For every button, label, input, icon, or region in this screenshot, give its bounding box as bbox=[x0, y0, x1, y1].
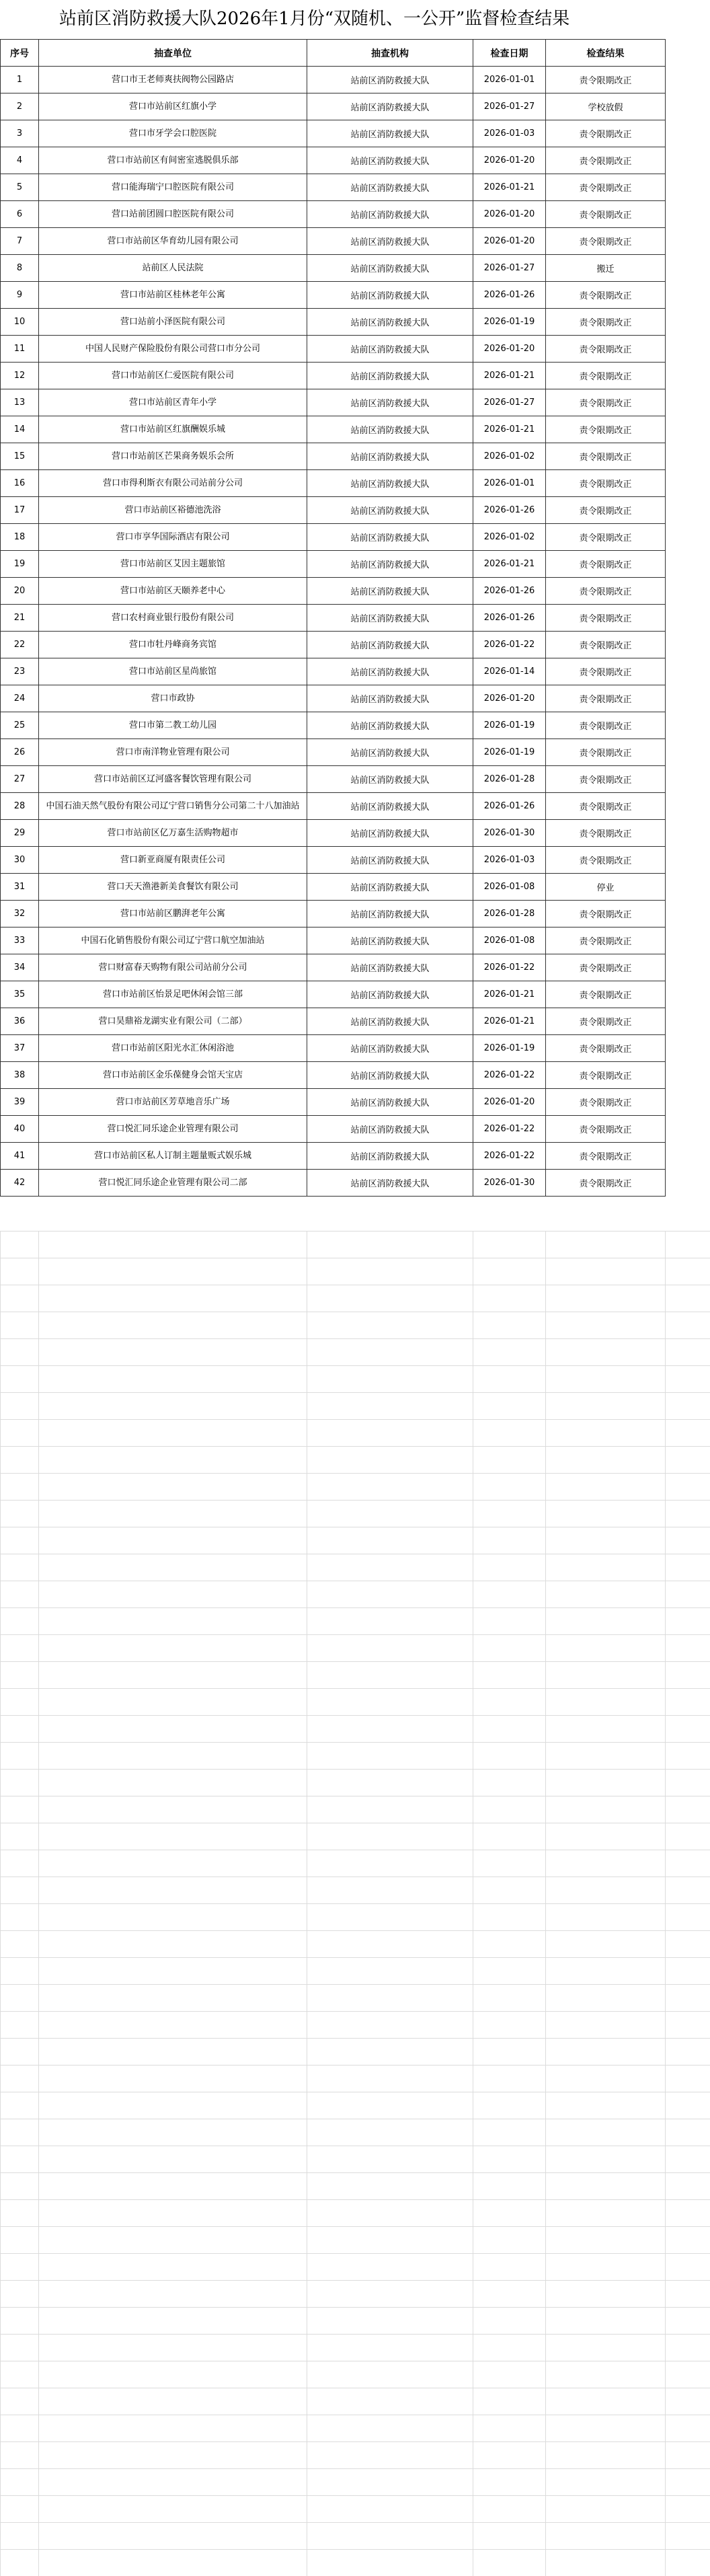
cell-date: 2026-01-26 bbox=[473, 282, 546, 309]
cell-agency: 站前区消防救援大队 bbox=[307, 1170, 473, 1197]
cell-index: 2 bbox=[1, 93, 39, 120]
cell-unit: 中国石化销售股份有限公司辽宁营口航空加油站 bbox=[39, 927, 307, 954]
cell-unit: 营口市站前区鹏湃老年公寓 bbox=[39, 901, 307, 927]
cell-index: 41 bbox=[1, 1143, 39, 1170]
table-row bbox=[1, 1089, 666, 1116]
cell-agency: 站前区消防救援大队 bbox=[307, 389, 473, 416]
cell-date: 2026-01-01 bbox=[473, 470, 546, 497]
table-row bbox=[1, 282, 666, 309]
cell-result: 责令限期改正 bbox=[546, 363, 666, 389]
cell-unit: 营口市牙学会口腔医院 bbox=[39, 120, 307, 147]
cell-agency: 站前区消防救援大队 bbox=[307, 470, 473, 497]
cell-agency: 站前区消防救援大队 bbox=[307, 282, 473, 309]
cell-unit: 营口市站前区仁爱医院有限公司 bbox=[39, 363, 307, 389]
cell-date: 2026-01-20 bbox=[473, 201, 546, 228]
table-row bbox=[1, 1008, 666, 1035]
cell-index: 14 bbox=[1, 416, 39, 443]
cell-agency: 站前区消防救援大队 bbox=[307, 793, 473, 820]
cell-agency: 站前区消防救援大队 bbox=[307, 766, 473, 793]
header-row bbox=[1, 40, 666, 67]
cell-agency: 站前区消防救援大队 bbox=[307, 712, 473, 739]
cell-agency: 站前区消防救援大队 bbox=[307, 551, 473, 578]
table-row bbox=[1, 389, 666, 416]
cell-date: 2026-01-19 bbox=[473, 712, 546, 739]
cell-date: 2026-01-22 bbox=[473, 954, 546, 981]
cell-date: 2026-01-20 bbox=[473, 228, 546, 255]
cell-date: 2026-01-27 bbox=[473, 389, 546, 416]
cell-agency: 站前区消防救援大队 bbox=[307, 443, 473, 470]
header-result: 检查结果 bbox=[546, 40, 666, 67]
cell-unit: 营口市得利斯衣有限公司站前分公司 bbox=[39, 470, 307, 497]
cell-date: 2026-01-19 bbox=[473, 1035, 546, 1062]
header-date: 检查日期 bbox=[473, 40, 546, 67]
cell-index: 9 bbox=[1, 282, 39, 309]
cell-agency: 站前区消防救援大队 bbox=[307, 497, 473, 524]
cell-unit: 营口市站前区裕德池洗浴 bbox=[39, 497, 307, 524]
cell-agency: 站前区消防救援大队 bbox=[307, 228, 473, 255]
cell-index: 32 bbox=[1, 901, 39, 927]
cell-unit: 营口悦汇同乐途企业管理有限公司二部 bbox=[39, 1170, 307, 1197]
cell-date: 2026-01-08 bbox=[473, 874, 546, 901]
table-row bbox=[1, 336, 666, 363]
cell-result: 责令限期改正 bbox=[546, 524, 666, 551]
cell-date: 2026-01-14 bbox=[473, 658, 546, 685]
grid-column-line bbox=[545, 1231, 546, 2576]
cell-date: 2026-01-20 bbox=[473, 147, 546, 174]
table-row bbox=[1, 954, 666, 981]
cell-result: 责令限期改正 bbox=[546, 901, 666, 927]
cell-index: 38 bbox=[1, 1062, 39, 1089]
cell-result: 责令限期改正 bbox=[546, 658, 666, 685]
cell-index: 10 bbox=[1, 309, 39, 336]
cell-unit: 站前区人民法院 bbox=[39, 255, 307, 282]
cell-index: 22 bbox=[1, 632, 39, 658]
cell-result: 责令限期改正 bbox=[546, 120, 666, 147]
table-row bbox=[1, 847, 666, 874]
table-row bbox=[1, 578, 666, 605]
cell-agency: 站前区消防救援大队 bbox=[307, 605, 473, 632]
cell-agency: 站前区消防救援大队 bbox=[307, 685, 473, 712]
cell-unit: 营口市站前区红旗小学 bbox=[39, 93, 307, 120]
cell-result: 责令限期改正 bbox=[546, 282, 666, 309]
cell-date: 2026-01-21 bbox=[473, 416, 546, 443]
cell-date: 2026-01-22 bbox=[473, 1143, 546, 1170]
cell-unit: 营口市王老师爽扶阀物公园路店 bbox=[39, 67, 307, 93]
cell-unit: 营口市站前区私人订制主题量贩式娱乐城 bbox=[39, 1143, 307, 1170]
table-row bbox=[1, 309, 666, 336]
cell-result: 责令限期改正 bbox=[546, 1062, 666, 1089]
table-row bbox=[1, 255, 666, 282]
cell-date: 2026-01-19 bbox=[473, 739, 546, 766]
cell-index: 25 bbox=[1, 712, 39, 739]
cell-date: 2026-01-20 bbox=[473, 336, 546, 363]
cell-agency: 站前区消防救援大队 bbox=[307, 524, 473, 551]
cell-index: 8 bbox=[1, 255, 39, 282]
cell-agency: 站前区消防救援大队 bbox=[307, 1116, 473, 1143]
cell-index: 4 bbox=[1, 147, 39, 174]
cell-agency: 站前区消防救援大队 bbox=[307, 847, 473, 874]
cell-unit: 营口农村商业银行股份有限公司 bbox=[39, 605, 307, 632]
cell-unit: 营口市站前区星尚旅馆 bbox=[39, 658, 307, 685]
table-row bbox=[1, 874, 666, 901]
table-row bbox=[1, 1116, 666, 1143]
cell-agency: 站前区消防救援大队 bbox=[307, 1143, 473, 1170]
table-row bbox=[1, 793, 666, 820]
cell-agency: 站前区消防救援大队 bbox=[307, 1089, 473, 1116]
cell-unit: 营口市站前区华育幼儿园有限公司 bbox=[39, 228, 307, 255]
table-row bbox=[1, 120, 666, 147]
cell-index: 33 bbox=[1, 927, 39, 954]
cell-result: 责令限期改正 bbox=[546, 309, 666, 336]
cell-date: 2026-01-21 bbox=[473, 363, 546, 389]
cell-agency: 站前区消防救援大队 bbox=[307, 632, 473, 658]
table-row bbox=[1, 147, 666, 174]
cell-result: 责令限期改正 bbox=[546, 1008, 666, 1035]
cell-index: 42 bbox=[1, 1170, 39, 1197]
table-row bbox=[1, 658, 666, 685]
cell-index: 15 bbox=[1, 443, 39, 470]
empty-spreadsheet-grid bbox=[0, 1231, 710, 2576]
table-row bbox=[1, 67, 666, 93]
cell-index: 1 bbox=[1, 67, 39, 93]
cell-unit: 营口市牡丹峰商务宾馆 bbox=[39, 632, 307, 658]
cell-result: 责令限期改正 bbox=[546, 201, 666, 228]
cell-result: 责令限期改正 bbox=[546, 981, 666, 1008]
table-row bbox=[1, 1170, 666, 1197]
cell-index: 18 bbox=[1, 524, 39, 551]
cell-agency: 站前区消防救援大队 bbox=[307, 901, 473, 927]
cell-unit: 营口市第二教工幼儿园 bbox=[39, 712, 307, 739]
cell-date: 2026-01-02 bbox=[473, 524, 546, 551]
cell-unit: 营口市政协 bbox=[39, 685, 307, 712]
cell-agency: 站前区消防救援大队 bbox=[307, 201, 473, 228]
table-row bbox=[1, 443, 666, 470]
cell-index: 7 bbox=[1, 228, 39, 255]
cell-index: 12 bbox=[1, 363, 39, 389]
table-body bbox=[1, 67, 666, 1197]
cell-index: 29 bbox=[1, 820, 39, 847]
cell-index: 37 bbox=[1, 1035, 39, 1062]
table-row bbox=[1, 470, 666, 497]
table-row bbox=[1, 712, 666, 739]
cell-result: 搬迁 bbox=[546, 255, 666, 282]
table-row bbox=[1, 551, 666, 578]
grid-column-line bbox=[665, 1231, 666, 2576]
cell-date: 2026-01-22 bbox=[473, 1116, 546, 1143]
cell-unit: 营口财富春天购物有限公司站前分公司 bbox=[39, 954, 307, 981]
cell-result: 责令限期改正 bbox=[546, 685, 666, 712]
table-row bbox=[1, 174, 666, 201]
cell-date: 2026-01-02 bbox=[473, 443, 546, 470]
cell-index: 5 bbox=[1, 174, 39, 201]
cell-agency: 站前区消防救援大队 bbox=[307, 255, 473, 282]
cell-result: 责令限期改正 bbox=[546, 147, 666, 174]
cell-result: 责令限期改正 bbox=[546, 793, 666, 820]
cell-agency: 站前区消防救援大队 bbox=[307, 67, 473, 93]
cell-date: 2026-01-21 bbox=[473, 174, 546, 201]
cell-date: 2026-01-08 bbox=[473, 927, 546, 954]
cell-result: 责令限期改正 bbox=[546, 1170, 666, 1197]
table-row bbox=[1, 1062, 666, 1089]
cell-result: 责令限期改正 bbox=[546, 847, 666, 874]
table-row bbox=[1, 93, 666, 120]
cell-date: 2026-01-22 bbox=[473, 632, 546, 658]
page-title: 站前区消防救援大队2026年1月份“双随机、一公开”监督检查结果 bbox=[59, 9, 570, 29]
cell-result: 责令限期改正 bbox=[546, 336, 666, 363]
cell-result: 责令限期改正 bbox=[546, 605, 666, 632]
cell-result: 责令限期改正 bbox=[546, 551, 666, 578]
cell-unit: 营口市站前区阳光水汇休闲浴池 bbox=[39, 1035, 307, 1062]
table-row bbox=[1, 228, 666, 255]
cell-agency: 站前区消防救援大队 bbox=[307, 954, 473, 981]
cell-index: 6 bbox=[1, 201, 39, 228]
cell-agency: 站前区消防救援大队 bbox=[307, 309, 473, 336]
cell-unit: 营口天天渔港新美食餐饮有限公司 bbox=[39, 874, 307, 901]
cell-result: 责令限期改正 bbox=[546, 228, 666, 255]
cell-unit: 营口新亚商厦有限责任公司 bbox=[39, 847, 307, 874]
cell-agency: 站前区消防救援大队 bbox=[307, 927, 473, 954]
cell-date: 2026-01-03 bbox=[473, 120, 546, 147]
cell-agency: 站前区消防救援大队 bbox=[307, 363, 473, 389]
table-row bbox=[1, 605, 666, 632]
cell-unit: 营口悦汇同乐途企业管理有限公司 bbox=[39, 1116, 307, 1143]
cell-index: 23 bbox=[1, 658, 39, 685]
cell-index: 11 bbox=[1, 336, 39, 363]
cell-result: 责令限期改正 bbox=[546, 470, 666, 497]
cell-unit: 中国石油天然气股份有限公司辽宁营口销售分公司第二十八加油站 bbox=[39, 793, 307, 820]
cell-unit: 营口站前小泽医院有限公司 bbox=[39, 309, 307, 336]
cell-result: 责令限期改正 bbox=[546, 927, 666, 954]
cell-index: 39 bbox=[1, 1089, 39, 1116]
cell-unit: 营口市站前区辽河盛客餐饮管理有限公司 bbox=[39, 766, 307, 793]
cell-index: 17 bbox=[1, 497, 39, 524]
cell-result: 责令限期改正 bbox=[546, 416, 666, 443]
cell-agency: 站前区消防救援大队 bbox=[307, 658, 473, 685]
cell-index: 13 bbox=[1, 389, 39, 416]
cell-agency: 站前区消防救援大队 bbox=[307, 1008, 473, 1035]
cell-index: 16 bbox=[1, 470, 39, 497]
header-agency: 抽查机构 bbox=[307, 40, 473, 67]
table-row bbox=[1, 981, 666, 1008]
cell-index: 40 bbox=[1, 1116, 39, 1143]
cell-result: 责令限期改正 bbox=[546, 739, 666, 766]
cell-result: 责令限期改正 bbox=[546, 1143, 666, 1170]
cell-date: 2026-01-30 bbox=[473, 820, 546, 847]
table-row bbox=[1, 363, 666, 389]
cell-index: 26 bbox=[1, 739, 39, 766]
table-row bbox=[1, 739, 666, 766]
cell-agency: 站前区消防救援大队 bbox=[307, 578, 473, 605]
header-unit: 抽查单位 bbox=[39, 40, 307, 67]
cell-date: 2026-01-27 bbox=[473, 93, 546, 120]
cell-result: 责令限期改正 bbox=[546, 820, 666, 847]
cell-unit: 营口市站前区有间密室逃脱俱乐部 bbox=[39, 147, 307, 174]
cell-result: 责令限期改正 bbox=[546, 1116, 666, 1143]
cell-result: 责令限期改正 bbox=[546, 766, 666, 793]
cell-agency: 站前区消防救援大队 bbox=[307, 174, 473, 201]
cell-index: 31 bbox=[1, 874, 39, 901]
cell-date: 2026-01-27 bbox=[473, 255, 546, 282]
cell-index: 34 bbox=[1, 954, 39, 981]
cell-index: 30 bbox=[1, 847, 39, 874]
cell-index: 28 bbox=[1, 793, 39, 820]
cell-index: 21 bbox=[1, 605, 39, 632]
cell-agency: 站前区消防救援大队 bbox=[307, 93, 473, 120]
cell-agency: 站前区消防救援大队 bbox=[307, 120, 473, 147]
cell-unit: 营口站前团圆口腔医院有限公司 bbox=[39, 201, 307, 228]
cell-unit: 营口市站前区桂林老年公寓 bbox=[39, 282, 307, 309]
cell-date: 2026-01-19 bbox=[473, 309, 546, 336]
cell-agency: 站前区消防救援大队 bbox=[307, 820, 473, 847]
cell-agency: 站前区消防救援大队 bbox=[307, 416, 473, 443]
cell-date: 2026-01-26 bbox=[473, 793, 546, 820]
cell-result: 责令限期改正 bbox=[546, 174, 666, 201]
cell-result: 学校放假 bbox=[546, 93, 666, 120]
cell-result: 责令限期改正 bbox=[546, 1035, 666, 1062]
cell-date: 2026-01-30 bbox=[473, 1170, 546, 1197]
cell-index: 20 bbox=[1, 578, 39, 605]
cell-result: 责令限期改正 bbox=[546, 712, 666, 739]
cell-result: 责令限期改正 bbox=[546, 389, 666, 416]
table-row bbox=[1, 201, 666, 228]
cell-result: 责令限期改正 bbox=[546, 954, 666, 981]
cell-agency: 站前区消防救援大队 bbox=[307, 981, 473, 1008]
results-table bbox=[0, 39, 666, 1197]
cell-agency: 站前区消防救援大队 bbox=[307, 1062, 473, 1089]
cell-unit: 营口市站前区天颐养老中心 bbox=[39, 578, 307, 605]
cell-agency: 站前区消防救援大队 bbox=[307, 336, 473, 363]
cell-index: 24 bbox=[1, 685, 39, 712]
cell-result: 责令限期改正 bbox=[546, 497, 666, 524]
cell-date: 2026-01-20 bbox=[473, 685, 546, 712]
header-index: 序号 bbox=[1, 40, 39, 67]
table-row bbox=[1, 685, 666, 712]
cell-unit: 营口市站前区亿万嘉生活购物超市 bbox=[39, 820, 307, 847]
cell-agency: 站前区消防救援大队 bbox=[307, 1035, 473, 1062]
cell-date: 2026-01-01 bbox=[473, 67, 546, 93]
table-row bbox=[1, 632, 666, 658]
cell-index: 35 bbox=[1, 981, 39, 1008]
cell-index: 3 bbox=[1, 120, 39, 147]
cell-date: 2026-01-28 bbox=[473, 901, 546, 927]
table-row bbox=[1, 927, 666, 954]
table-row bbox=[1, 497, 666, 524]
table-row bbox=[1, 1143, 666, 1170]
cell-index: 36 bbox=[1, 1008, 39, 1035]
cell-unit: 营口市站前区青年小学 bbox=[39, 389, 307, 416]
cell-result: 责令限期改正 bbox=[546, 67, 666, 93]
cell-unit: 营口市享华国际酒店有限公司 bbox=[39, 524, 307, 551]
table-row bbox=[1, 524, 666, 551]
cell-result: 责令限期改正 bbox=[546, 632, 666, 658]
cell-date: 2026-01-22 bbox=[473, 1062, 546, 1089]
table-row bbox=[1, 901, 666, 927]
cell-date: 2026-01-26 bbox=[473, 605, 546, 632]
cell-date: 2026-01-26 bbox=[473, 578, 546, 605]
cell-result: 停业 bbox=[546, 874, 666, 901]
table-row bbox=[1, 416, 666, 443]
results-table-container bbox=[0, 39, 666, 1197]
cell-unit: 营口市站前区红旗酬娱乐城 bbox=[39, 416, 307, 443]
cell-index: 27 bbox=[1, 766, 39, 793]
cell-unit: 营口市站前区芳草地音乐广场 bbox=[39, 1089, 307, 1116]
cell-result: 责令限期改正 bbox=[546, 1089, 666, 1116]
cell-result: 责令限期改正 bbox=[546, 578, 666, 605]
cell-agency: 站前区消防救援大队 bbox=[307, 874, 473, 901]
cell-date: 2026-01-21 bbox=[473, 981, 546, 1008]
cell-unit: 营口市站前区艾因主题旅馆 bbox=[39, 551, 307, 578]
table-row bbox=[1, 1035, 666, 1062]
cell-agency: 站前区消防救援大队 bbox=[307, 147, 473, 174]
cell-unit: 营口市站前区怡景足吧休闲会馆三部 bbox=[39, 981, 307, 1008]
cell-date: 2026-01-28 bbox=[473, 766, 546, 793]
cell-unit: 营口能海瑞宁口腔医院有限公司 bbox=[39, 174, 307, 201]
table-row bbox=[1, 820, 666, 847]
cell-unit: 营口市站前区金乐葆健身会馆天宝店 bbox=[39, 1062, 307, 1089]
cell-index: 19 bbox=[1, 551, 39, 578]
table-row bbox=[1, 766, 666, 793]
grid-column-line bbox=[38, 1231, 39, 2576]
cell-date: 2026-01-21 bbox=[473, 1008, 546, 1035]
cell-unit: 中国人民财产保险股份有限公司营口市分公司 bbox=[39, 336, 307, 363]
cell-unit: 营口市南洋物业管理有限公司 bbox=[39, 739, 307, 766]
cell-agency: 站前区消防救援大队 bbox=[307, 739, 473, 766]
cell-date: 2026-01-26 bbox=[473, 497, 546, 524]
cell-date: 2026-01-03 bbox=[473, 847, 546, 874]
cell-date: 2026-01-20 bbox=[473, 1089, 546, 1116]
cell-result: 责令限期改正 bbox=[546, 443, 666, 470]
cell-unit: 营口昊鼎裕龙湖实业有限公司（二部） bbox=[39, 1008, 307, 1035]
cell-unit: 营口市站前区芒果商务娱乐会所 bbox=[39, 443, 307, 470]
cell-date: 2026-01-21 bbox=[473, 551, 546, 578]
